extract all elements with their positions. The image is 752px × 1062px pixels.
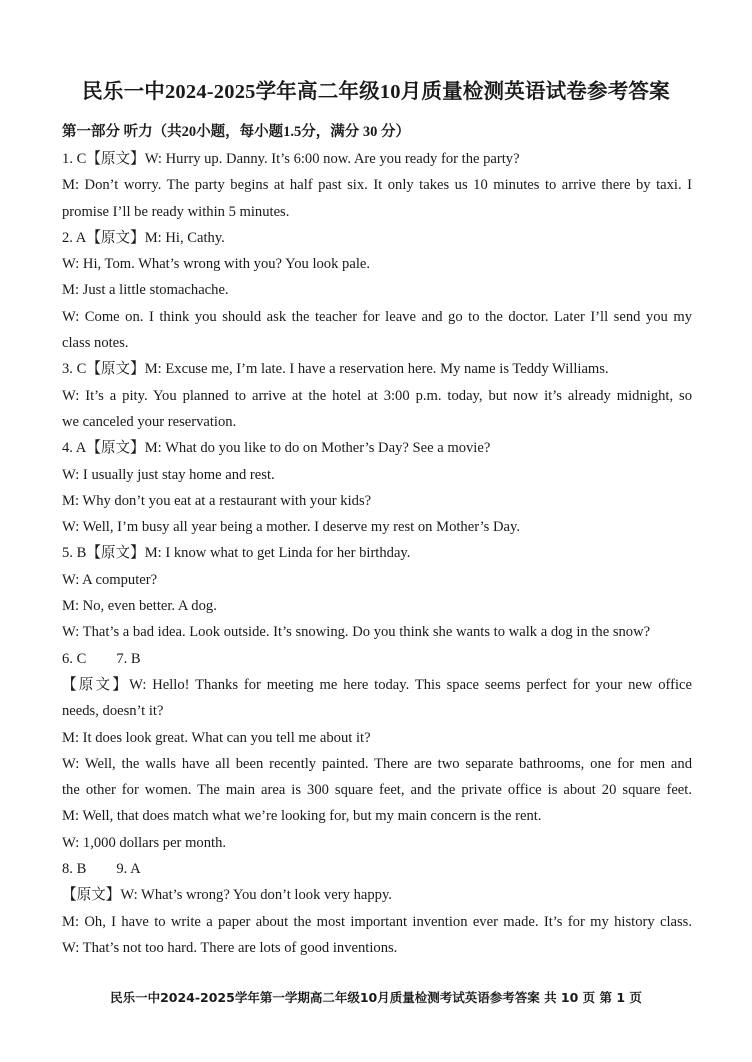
text-line: W: That’s not too hard. There are lots of good inventions.	[62, 939, 398, 956]
page-footer: 民乐一中2024-2025学年第一学期高二年级10月质量检测考试英语参考答案 共 10 页 第 1 页	[110, 990, 642, 1005]
text-line: W: Come on. I think you should ask the teacher for leave and go to the doctor. Later I’ll send you my	[62, 308, 692, 325]
text-line: M: No, even better. A dog.	[62, 598, 217, 615]
answer-q8: 8. B	[62, 861, 87, 878]
text-line: W: It’s a pity. You planned to arrive at the hotel at 3:00 p.m. today, but now it’s already midnight, so	[62, 387, 692, 404]
text-line: W: A computer?	[62, 571, 158, 588]
text-line: W: Well, the walls have all been recently painted. There are two separate bathrooms, one for men and	[62, 755, 692, 772]
text-line: M: Why don’t you eat at a restaurant with your kids?	[62, 492, 372, 509]
text-line: we canceled your reservation.	[62, 413, 237, 430]
document-title: 民乐一中2024-2025学年高二年级10月质量检测英语试卷参考答案	[82, 81, 670, 103]
text-line: needs, doesn’t it?	[62, 703, 164, 720]
answer-q7: 7. B	[116, 650, 141, 667]
text-line: M: Oh, I have to write a paper about the most important invention ever made. It’s for my history class.	[62, 913, 692, 930]
text-line: W: Well, I’m busy all year being a mother. I deserve my rest on Mother’s Day.	[62, 519, 520, 536]
answer-q9: 9. A	[116, 861, 141, 878]
answer-q6: 6. C	[62, 650, 87, 667]
text-line: 【原文】W: What’s wrong? You don’t look very happy.	[62, 887, 392, 904]
text-line: the other for women. The main area is 300 square feet, and the private office is about 20 square feet.	[62, 782, 692, 799]
text-line: W: Hi, Tom. What’s wrong with you? You look pale.	[62, 256, 370, 273]
text-line: promise I’ll be ready within 5 minutes.	[62, 203, 290, 220]
text-line: 1. C【原文】W: Hurry up. Danny. It’s 6:00 now. Are you ready for the party?	[62, 151, 520, 167]
text-line: W: I usually just stay home and rest.	[62, 466, 275, 483]
text-line: W: That’s a bad idea. Look outside. It’s snowing. Do you think she wants to walk a dog in the snow?	[62, 624, 651, 641]
answer-body	[62, 149, 692, 964]
section-heading: 第一部分 听力（共20小题，每小题1.5分，满分 30 分）	[62, 124, 410, 140]
text-line: W: 1,000 dollars per month.	[62, 834, 227, 851]
text-line: M: It does look great. What can you tell me about it?	[62, 729, 371, 746]
text-line: class notes.	[62, 335, 129, 352]
text-line: 5. B【原文】M: I know what to get Linda for her birthday.	[62, 545, 411, 562]
text-line: 3. C【原文】M: Excuse me, I’m late. I have a reservation here. My name is Teddy Williams.	[62, 361, 609, 378]
text-line: M: Well, that does match what we’re looking for, but my main concern is the rent.	[62, 808, 542, 825]
text-line: 4. A【原文】M: What do you like to do on Mother’s Day? See a movie?	[62, 440, 491, 457]
text-line: M: Just a little stomachache.	[62, 282, 229, 299]
answer-row-8-9	[62, 859, 692, 885]
answer-row-6-7	[62, 649, 692, 675]
text-line: M: Don’t worry. The party begins at half past six. It only takes us 10 minutes to arrive there by taxi. I	[62, 177, 692, 194]
text-line: 【原文】W: Hello! Thanks for meeting me here today. This space seems perfect for your new office	[62, 676, 692, 693]
text-line: 2. A【原文】M: Hi, Cathy.	[62, 229, 225, 246]
